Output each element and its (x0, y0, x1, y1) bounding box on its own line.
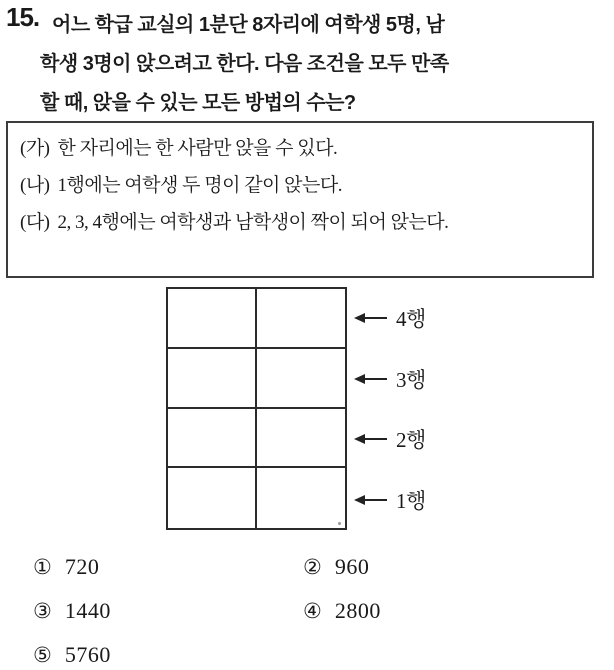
choice-value: 1440 (64, 598, 111, 623)
arrow-line (365, 438, 387, 440)
seating-grid (166, 287, 347, 530)
choice-marker: ④ (303, 599, 322, 623)
condition-text: 1행에는 여학생 두 명이 같이 앉는다. (57, 175, 342, 196)
left-arrow-icon (354, 374, 365, 384)
row-label: 4행 (396, 307, 426, 331)
row-pointer-3 (354, 366, 426, 392)
seat-cell (168, 349, 257, 409)
condition-item-na (20, 167, 580, 204)
row-label: 1행 (396, 489, 426, 513)
condition-text: 한 자리에는 한 사람만 앉을 수 있다. (57, 138, 338, 159)
left-arrow-icon (354, 495, 365, 505)
choice-5 (33, 642, 111, 668)
condition-label: (다) (20, 212, 50, 233)
seat-cell (257, 289, 346, 349)
choice-marker: ⑤ (33, 643, 52, 667)
question-line: 할 때, 앉을 수 있는 모든 방법의 수는? (40, 92, 356, 114)
seat-cell (168, 409, 257, 469)
left-arrow-icon (354, 434, 365, 444)
row-label: 2행 (396, 428, 426, 452)
condition-box (6, 121, 594, 278)
choice-4 (303, 598, 381, 624)
choice-marker: ③ (33, 599, 52, 623)
seat-cell (257, 468, 346, 528)
seat-cell (257, 349, 346, 409)
arrow-line (365, 499, 387, 501)
row-pointer-1 (354, 487, 426, 513)
choice-value: 5760 (64, 642, 111, 667)
choice-3 (33, 598, 111, 624)
arrow-line (365, 317, 387, 319)
condition-item-da (20, 204, 580, 241)
row-label: 3행 (396, 368, 426, 392)
row-pointer-4 (354, 305, 426, 331)
arrow-line (365, 378, 387, 380)
question-text (40, 6, 610, 123)
seat-cell (168, 289, 257, 349)
choice-value: 720 (64, 554, 100, 579)
seat-cell (168, 468, 257, 528)
scan-artifact-dot (338, 522, 341, 525)
row-pointer-2 (354, 426, 426, 452)
question-number: 15. (6, 2, 40, 32)
condition-label: (나) (20, 175, 50, 196)
choice-2 (303, 554, 369, 580)
choice-marker: ① (33, 555, 52, 579)
choice-marker: ② (303, 555, 322, 579)
condition-text: 2, 3, 4행에는 여학생과 남학생이 짝이 되어 앉는다. (57, 212, 449, 233)
choice-value: 2800 (334, 598, 381, 623)
condition-item-ga (20, 130, 580, 167)
question-line: 어느 학급 교실의 1분단 8자리에 여학생 5명, 남 (52, 14, 445, 36)
seat-cell (257, 409, 346, 469)
condition-label: (가) (20, 138, 50, 159)
question-line: 학생 3명이 앉으려고 한다. 다음 조건을 모두 만족 (40, 53, 449, 75)
choice-value: 960 (334, 554, 370, 579)
left-arrow-icon (354, 313, 365, 323)
choice-1 (33, 554, 99, 580)
